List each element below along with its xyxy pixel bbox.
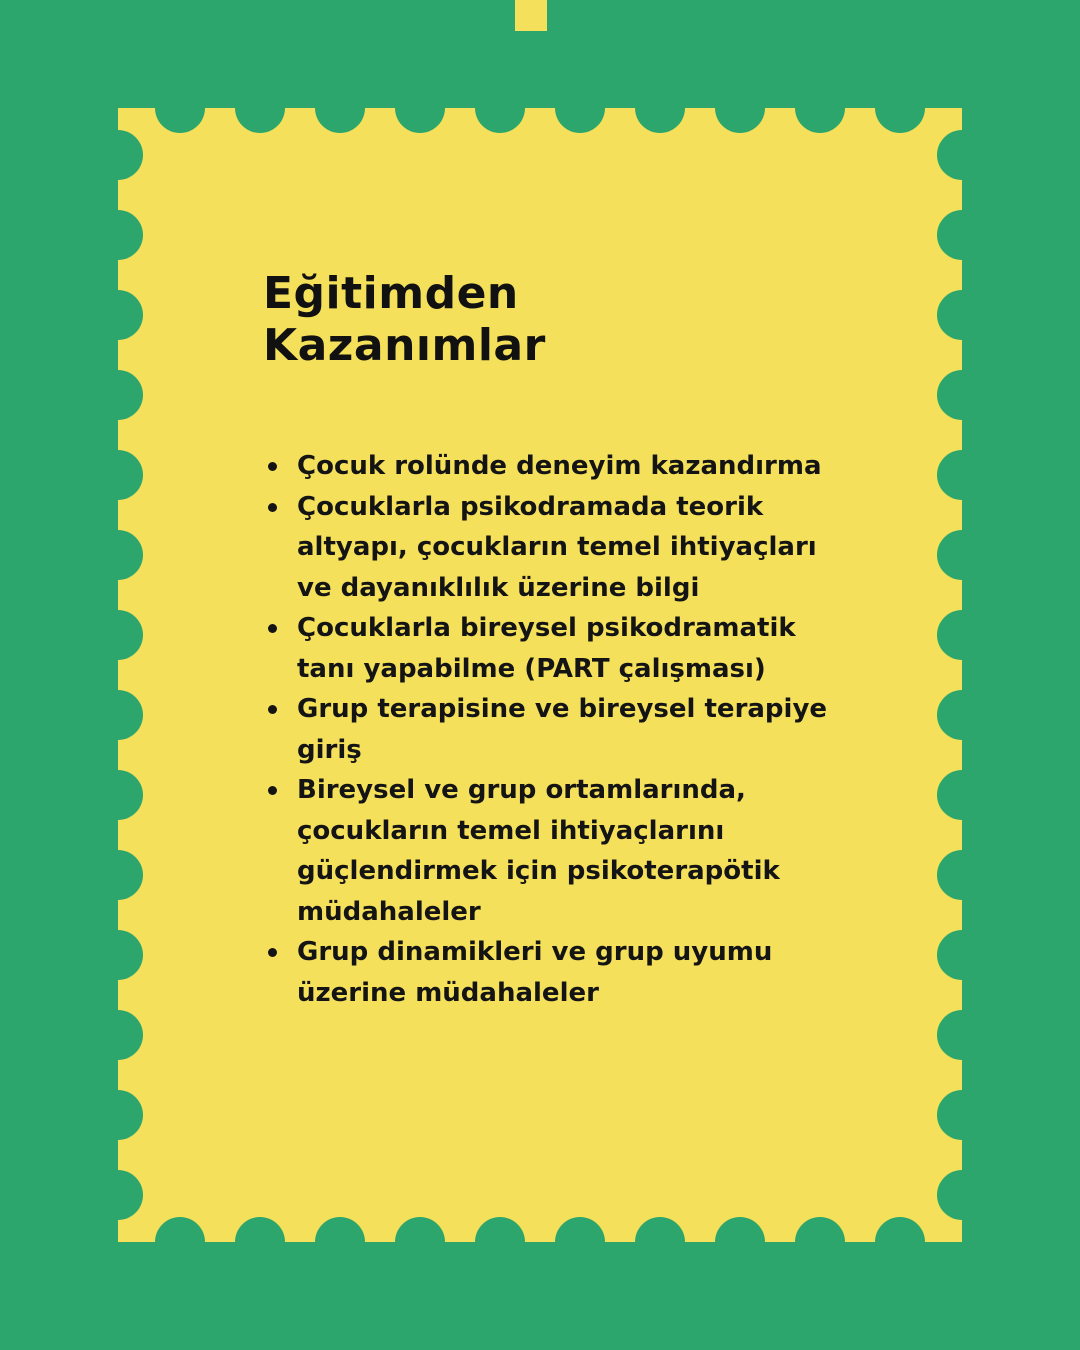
edge-notch-top [715,83,765,133]
edge-notch-top [875,83,925,133]
edge-notch-bottom [235,1217,285,1267]
list-item-text: Çocuklarla bireysel psikodramatik tanı yapabilme (PART çalışması) [297,613,796,684]
edge-notch-right [937,610,987,660]
stamp-content [263,268,843,1013]
edge-notch-right [937,370,987,420]
edge-notch-right [937,1090,987,1140]
edge-notch-right [937,210,987,260]
list-item [263,932,843,1013]
edge-notch-left [93,610,143,660]
edge-notch-left [93,1170,143,1220]
bullet-icon [268,948,277,957]
edge-notch-bottom [475,1217,525,1267]
edge-notch-right [937,290,987,340]
edge-notch-left [93,450,143,500]
edge-notch-right [937,1170,987,1220]
edge-notch-bottom [315,1217,365,1267]
bullet-icon [268,624,277,633]
page-title [263,268,843,372]
list-item [263,446,843,487]
edge-notch-right [937,130,987,180]
edge-notch-left [93,370,143,420]
stamp-card [118,108,962,1242]
bullet-icon [268,705,277,714]
edge-notch-top [635,83,685,133]
edge-notch-top [155,83,205,133]
edge-notch-top [315,83,365,133]
edge-notch-top [795,83,845,133]
edge-notch-bottom [715,1217,765,1267]
bullet-icon [268,462,277,471]
top-tab-decoration [515,0,547,31]
edge-notch-right [937,770,987,820]
edge-notch-left [93,770,143,820]
edge-notch-bottom [555,1217,605,1267]
edge-notch-bottom [875,1217,925,1267]
edge-notch-right [937,1010,987,1060]
list-item [263,770,843,932]
edge-notch-left [93,1010,143,1060]
edge-notch-bottom [395,1217,445,1267]
edge-notch-left [93,850,143,900]
title-line-1: Eğitimden [263,268,519,319]
list-item-text: Grup terapisine ve bireysel terapiye giriş [297,694,828,765]
list-item [263,689,843,770]
edge-notch-top [555,83,605,133]
edge-notch-bottom [635,1217,685,1267]
edge-notch-top [235,83,285,133]
edge-notch-bottom [795,1217,845,1267]
edge-notch-left [93,210,143,260]
list-item [263,487,843,609]
bullet-icon [268,786,277,795]
list-item-text: Çocuklarla psikodramada teorik altyapı, çocukların temel ihtiyaçları ve dayanıklılık üzerine bilgi [297,491,817,603]
edge-notch-right [937,530,987,580]
list-item-text: Çocuk rolünde deneyim kazandırma [297,451,822,481]
edge-notch-right [937,930,987,980]
list-item [263,608,843,689]
edge-notch-left [93,530,143,580]
edge-notch-right [937,850,987,900]
edge-notch-right [937,690,987,740]
edge-notch-top [395,83,445,133]
list-item-text: Bireysel ve grup ortamlarında, çocukların temel ihtiyaçlarını güçlendirmek için psikoterapötik müdahaleler [297,775,780,927]
edge-notch-top [475,83,525,133]
list-item-text: Grup dinamikleri ve grup uyumu üzerine müdahaleler [297,937,773,1008]
edge-notch-left [93,930,143,980]
edge-notch-left [93,1090,143,1140]
title-line-2: Kazanımlar [263,320,546,371]
edge-notch-left [93,130,143,180]
bullet-icon [268,503,277,512]
edge-notch-right [937,450,987,500]
benefits-list [263,446,843,1013]
edge-notch-left [93,290,143,340]
edge-notch-left [93,690,143,740]
edge-notch-bottom [155,1217,205,1267]
